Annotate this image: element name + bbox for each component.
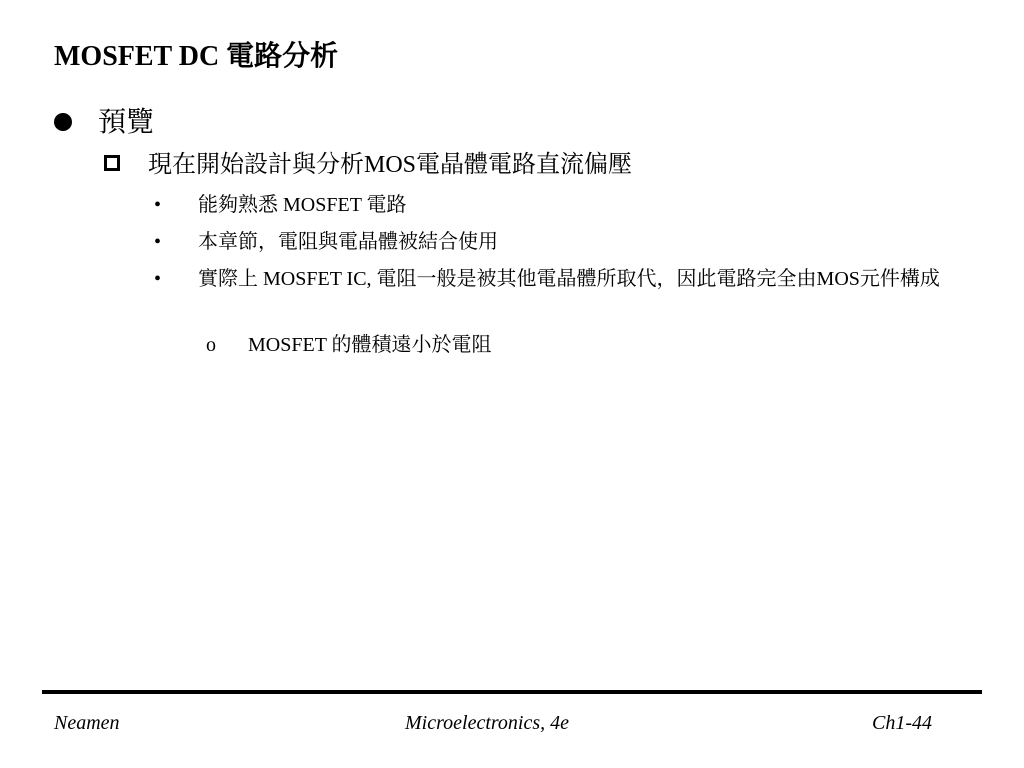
level3-bullet-icon: •	[154, 231, 162, 253]
footer-divider	[42, 690, 982, 694]
footer-author: Neamen	[54, 712, 120, 734]
level4-bullet-icon: o	[206, 334, 216, 356]
level2-square-bullet-icon	[104, 155, 120, 171]
level3-item-label: 實際上 MOSFET IC, 電阻一般是被其他電晶體所取代，因此電路完全由MOS元件構成	[198, 268, 940, 290]
level1-item-label: 預覽	[98, 107, 155, 138]
level3-item-label: 能夠熟悉 MOSFET 電路	[198, 194, 407, 216]
level2-item-label: 現在開始設計與分析MOS電晶體電路直流偏壓	[148, 152, 633, 178]
footer-book-title: Microelectronics, 4e	[405, 712, 570, 734]
level3-bullet-icon: •	[154, 268, 162, 290]
footer-page-number: Ch1-44	[872, 712, 932, 734]
level4-item-label: MOSFET 的體積遠小於電阻	[248, 334, 492, 356]
level1-bullet-icon	[54, 113, 72, 131]
level3-bullet-icon: •	[154, 194, 162, 216]
slide-title: MOSFET DC 電路分析	[54, 41, 339, 72]
level3-item-label: 本章節，電阻與電晶體被結合使用	[198, 231, 498, 253]
